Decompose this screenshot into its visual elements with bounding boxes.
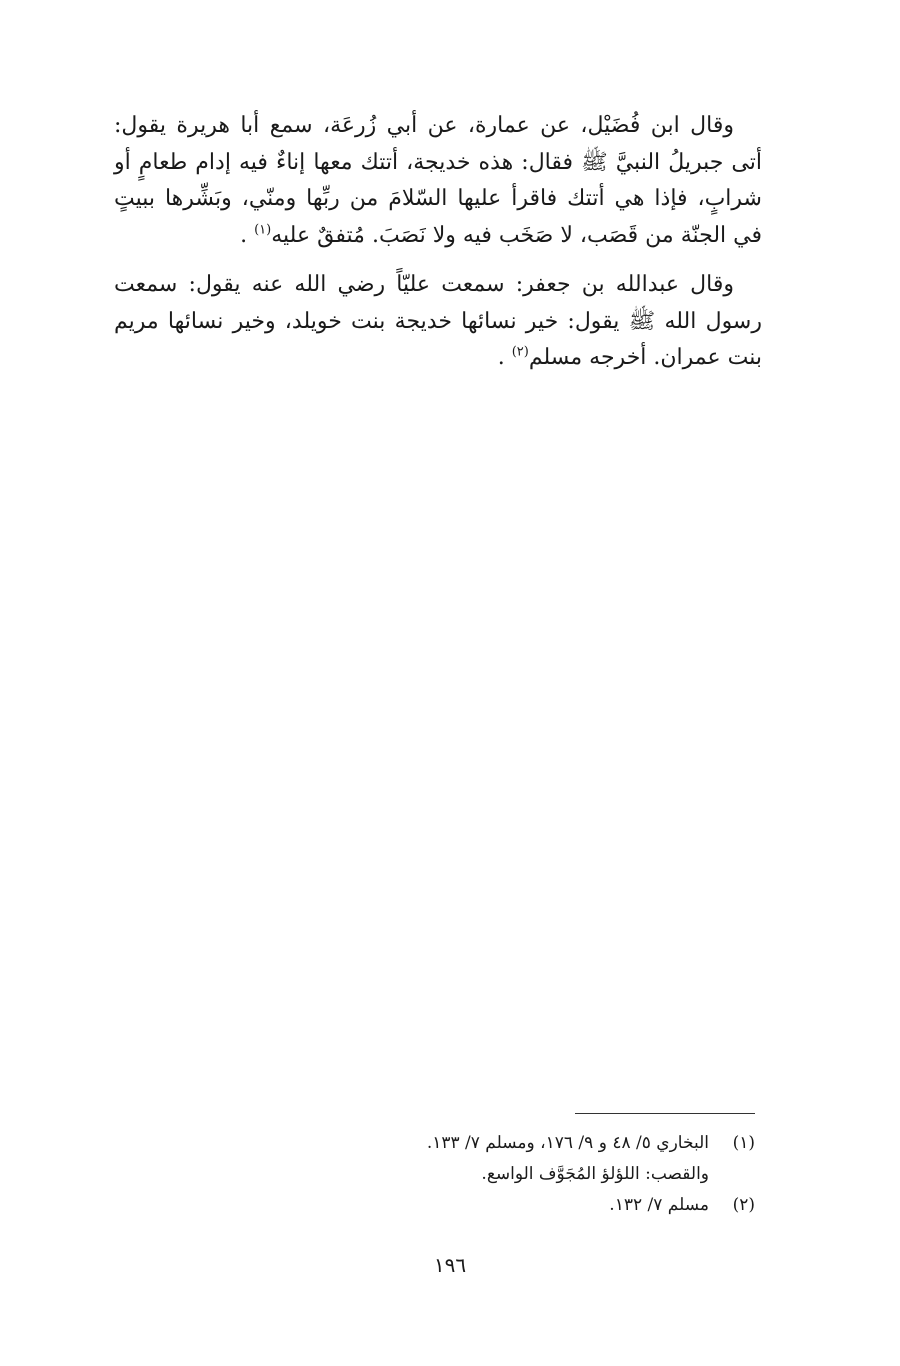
footnote-number: (١) xyxy=(732,1133,755,1153)
footnotes xyxy=(155,1128,755,1221)
footnote-text: مسلم ٧/ ١٣٢. xyxy=(609,1195,709,1215)
footnote-divider xyxy=(575,1113,755,1114)
footnote-ref-2: (٢) xyxy=(511,344,529,360)
paragraph-2-end: . xyxy=(497,345,512,370)
paragraph-1 xyxy=(114,108,762,254)
paragraph-1-end: . xyxy=(240,222,255,248)
footnote-2 xyxy=(155,1190,755,1221)
footnote-1-continuation xyxy=(155,1159,755,1190)
paragraph-2 xyxy=(114,267,762,377)
footnote-text: البخاري ٥/ ٤٨ و ٩/ ١٧٦، ومسلم ٧/ ١٣٣. xyxy=(426,1133,709,1153)
footnote-text: والقصب: اللؤلؤ المُجَوَّف الواسع. xyxy=(481,1164,709,1184)
paragraph-1-text: وقال ابن فُضَيْل، عن عمارة، عن أبي زُرعَة، سمع أبا هريرة يقول: أتى جبريلُ النبيَّ ﷺ فقال: هذه خديجة، أتتك معها إناءٌ فيه إدام طعامٍ أو شرابٍ، فإذا هي أتتك فاقرأ عليها السّلامَ من ربِّها ومنّي، وبَشِّرها ببيتٍ في الجنّة من قَصَب، لا صَخَب فيه ولا نَصَبَ. مُتفقٌ عليه xyxy=(114,113,762,248)
page-number: ١٩٦ xyxy=(433,1253,467,1277)
paragraph-2-text: وقال عبدالله بن جعفر: سمعت عليّاً رضي الله عنه يقول: سمعت رسول الله ﷺ يقول: خير نسائها خديجة بنت خويلد، وخير نسائها مريم بنت عمران. أخرجه مسلم xyxy=(114,272,762,370)
footnote-ref-1: (١) xyxy=(254,222,272,238)
footnote-number: (٢) xyxy=(732,1195,755,1215)
footnote-1 xyxy=(155,1128,755,1159)
main-text xyxy=(114,108,762,390)
